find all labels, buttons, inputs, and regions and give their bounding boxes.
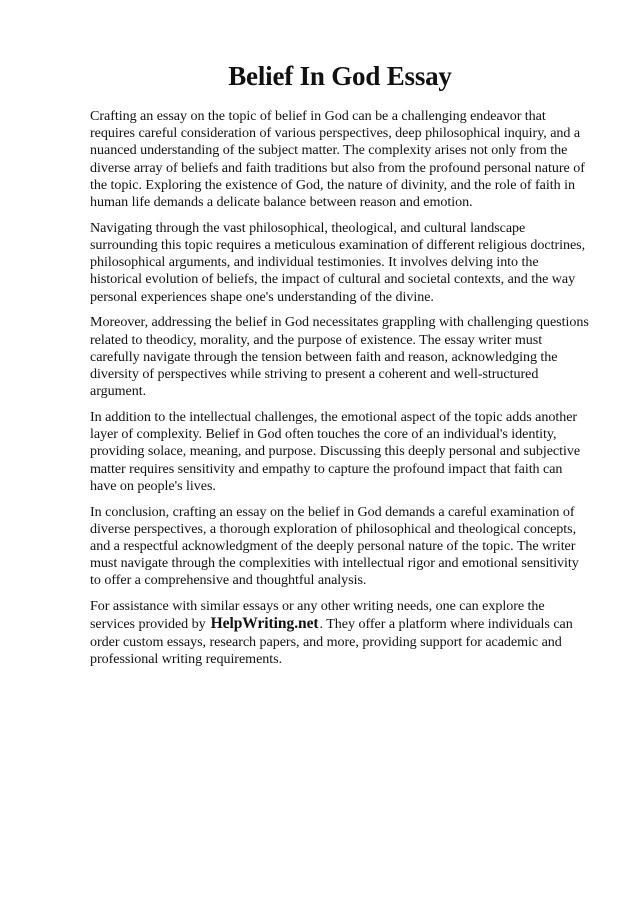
paragraph-assistance xyxy=(90,598,590,668)
paragraph-conclusion: In conclusion, crafting an essay on the belief in God demands a careful examination of diverse perspectives, a thorough exploration of philosophical and theological concepts, and a respectful acknowledgment of the deeply personal nature of the topic. The writer must navigate through the complexities with intellectual rigor and emotional sensitivity to offer a comprehensive and thoughtful analysis. xyxy=(90,503,579,589)
assistance-text-after: . They offer a platform where individuals can order custom essays, research papers, and more, providing support for academic and professional writing requirements. xyxy=(90,616,573,667)
paragraph-emotional: In addition to the intellectual challenges, the emotional aspect of the topic adds another layer of complexity. Belief in God often touches the core of an individual's identity, providing solace, meaning, and purpose. Discussing this deeply personal and subjective matter requires sensitivity and empathy to capture the profound impact that faith can have on people's lives. xyxy=(90,409,581,494)
paragraph-moreover: Moreover, addressing the belief in God necessitates grappling with challenging questions related to theodicy, morality, and the purpose of existence. The essay writer must carefully navigate through the tension between faith and reason, acknowledging the diversity of perspectives while striving to present a coherent and well-structured argument. xyxy=(90,314,589,400)
document-page xyxy=(90,58,590,677)
assistance-text-before: For assistance with similar essays or any other writing needs, one can explore the services provided by xyxy=(90,598,545,633)
document-title: Belief In God Essay xyxy=(228,61,452,91)
helpwriting-link[interactable]: HelpWriting.net xyxy=(210,615,319,633)
paragraph-intro: Crafting an essay on the topic of belief in God can be a challenging endeavor that requires careful consideration of various perspectives, deep philosophical inquiry, and a nuanced understanding of the subject matter. The complexity arises not only from the diverse array of beliefs and faith traditions but also from the profound personal nature of the topic. Exploring the existence of God, the nature of divinity, and the role of faith in human life demands a delicate balance between reason and emotion. xyxy=(90,108,585,211)
paragraph-navigating: Navigating through the vast philosophical, theological, and cultural landscape surrounding this topic requires a meticulous examination of different religious doctrines, philosophical arguments, and individual testimonies. It involves delving into the historical evolution of beliefs, the impact of cultural and societal contexts, and the way personal experiences shape one's understanding of the divine. xyxy=(90,219,586,305)
